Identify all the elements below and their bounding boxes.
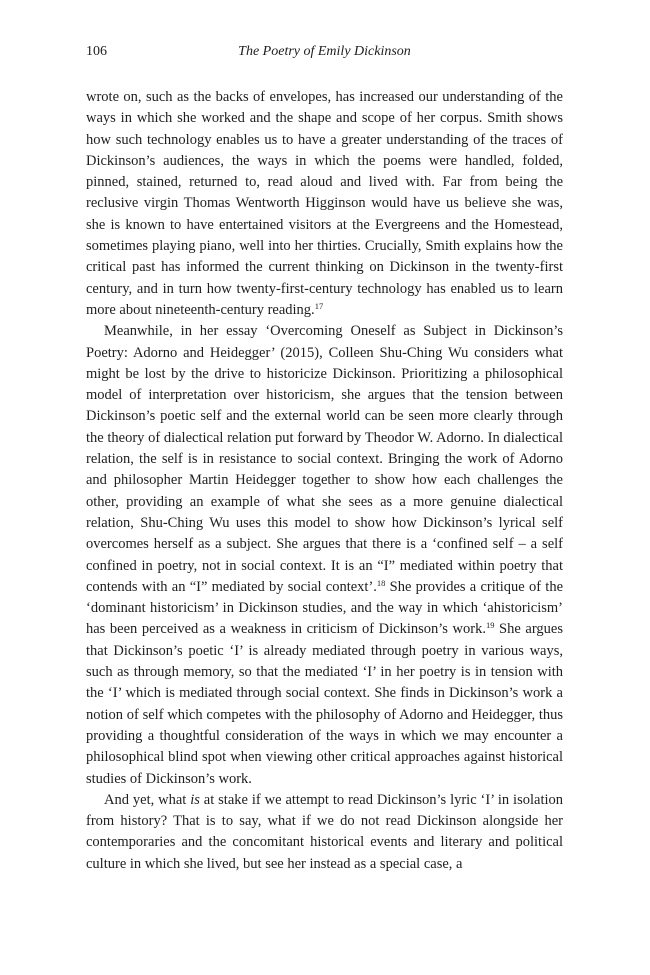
- paragraph-text: wrote on, such as the backs of envelopes, has increased our understanding of the ways in which she worked and the shape and scope of her corpus. Smith shows how such technology enables us to have a greater understanding of the traces of Dickinson’s audiences, the ways in which the poems were handled, folded, pinned, stained, returned to, read aloud and lived with. Far from being the reclusive virgin Thomas Wentworth Higginson would have us believe she was, she is known to have entertained visitors at the Evergreens and the Homestead, sometimes playing piano, well into her thirties. Crucially, Smith explains how the critical past has informed the current thinking on Dickinson in the twenty-first century, and in turn how twenty-first-century technology has enabled us to learn more about nineteenth-century reading.: [86, 89, 563, 318]
- paragraph-text: And yet, what: [104, 791, 191, 808]
- paragraph-text: She argues that Dickinson’s poetic ‘I’ is already mediated through poetry in various ways, such as through memory, so that the mediated ‘I’ in her poetry is in tension with the ‘I’ which is mediated through social context. She finds in Dickinson’s work a notion of self which competes with the philosophy of Adorno and Heidegger, thus providing a thoughtful consideration of the ways in which we may encounter a philosophical blind spot when viewing other critical approaches against historical studies of Dickinson’s work.: [86, 621, 563, 787]
- paragraph-2: [86, 321, 563, 790]
- emphasis-text: is: [190, 791, 200, 808]
- paragraph-1: [86, 87, 563, 321]
- page-number: 106: [86, 44, 107, 59]
- footnote-ref-17: 17: [314, 300, 324, 311]
- running-title: The Poetry of Emily Dickinson: [238, 44, 411, 59]
- body-text: [86, 87, 563, 875]
- running-head: [86, 44, 563, 64]
- paragraph-3: [86, 790, 563, 875]
- paragraph-text: She provides a critique of the ‘dominant historicism’ in Dickinson studies, and the way in which ‘ahistoricism’ has been perceived as a weakness in criticism of Dickinson’s work.: [86, 578, 563, 638]
- paragraph-text: Meanwhile, in her essay ‘Overcoming Oneself as Subject in Dickinson’s Poetry: Adorno and Heidegger’ (2015), Colleen Shu-Ching Wu considers what might be lost by the drive to historicize Dickinson. Prioritizing a philosophical model of interpretation over historicism, she argues that the tension between Dickinson’s poetic self and the external world can be seen more clearly through the theory of dialectical relation put forward by Theodor W. Adorno. In dialectical relation, the self is in resistance to social context. Bringing the work of Adorno and philosopher Martin Heidegger together to show how each challenges the other, providing an example of what she sees as a more genuine dialectical relation, Shu-Ching Wu uses this model to show how Dickinson’s lyrical self overcomes herself as a subject. She argues that there is a ‘confined self – a self confined in poetry, not in social context. It is an “I” mediated within poetry that contends with an “I” mediated by social context’.: [86, 323, 563, 595]
- paragraph-text: at stake if we attempt to read Dickinson’s lyric ‘I’ in isolation from history? That is to say, what if we do not read Dickinson alongside her contemporaries and the concomitant historical events and literary and political culture in which she lived, but see her instead as a special case, a: [86, 791, 563, 872]
- footnote-ref-19: 19: [485, 620, 495, 631]
- footnote-ref-18: 18: [376, 577, 386, 588]
